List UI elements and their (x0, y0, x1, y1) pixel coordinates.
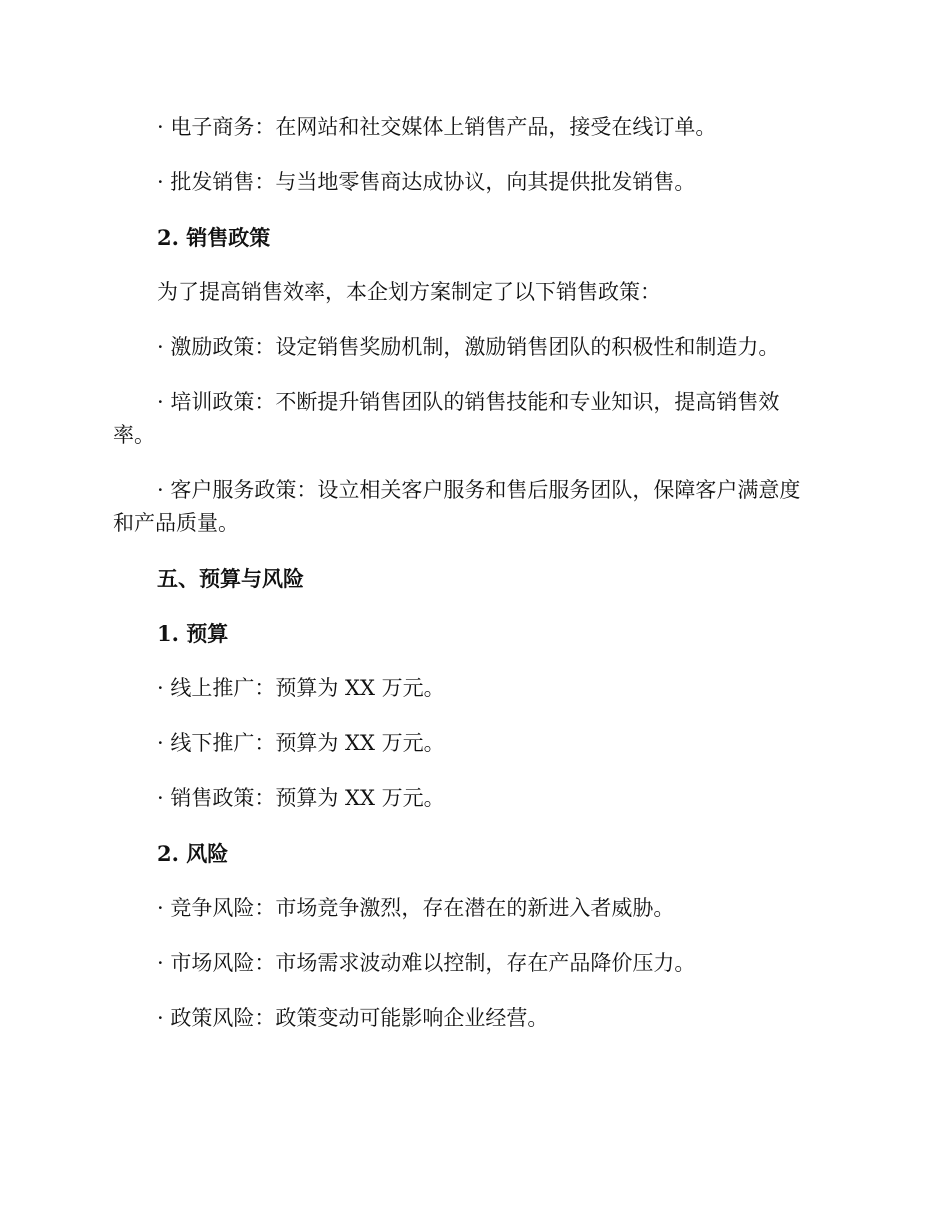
heading-budget-and-risk: 五、预算与风险 (157, 566, 304, 591)
bullet-market-risk: · 市场风险：市场需求波动难以控制，存在产品降价压力。 (157, 951, 696, 975)
bullet-competition-risk: · 竞争风险：市场竞争激烈，存在潜在的新进入者威胁。 (157, 896, 675, 920)
heading-budget: 1. 预算 (157, 621, 229, 646)
bullet-ecommerce: · 电子商务：在网站和社交媒体上销售产品，接受在线订单。 (157, 115, 717, 139)
bullet-offline-promotion-budget: · 线下推广：预算为 XX 万元。 (157, 731, 445, 755)
bullet-incentive-policy: · 激励政策：设定销售奖励机制，激励销售团队的积极性和制造力。 (157, 335, 780, 359)
bullet-customer-service-policy: · 客户服务政策：设立相关客户服务和售后服务团队，保障客户满意度和产品质量。 (113, 478, 801, 535)
bullet-training-policy: · 培训政策：不断提升销售团队的销售技能和专业知识，提高销售效率。 (113, 390, 780, 447)
sales-policy-intro: 为了提高销售效率，本企划方案制定了以下销售政策： (157, 280, 661, 304)
bullet-sales-policy-budget: · 销售政策：预算为 XX 万元。 (157, 786, 445, 810)
heading-risk: 2. 风险 (157, 841, 229, 866)
bullet-online-promotion-budget: · 线上推广：预算为 XX 万元。 (157, 676, 445, 700)
bullet-policy-risk: · 政策风险：政策变动可能影响企业经营。 (157, 1006, 549, 1030)
bullet-wholesale: · 批发销售：与当地零售商达成协议，向其提供批发销售。 (157, 170, 696, 194)
heading-sales-policy: 2. 销售政策 (157, 225, 271, 250)
